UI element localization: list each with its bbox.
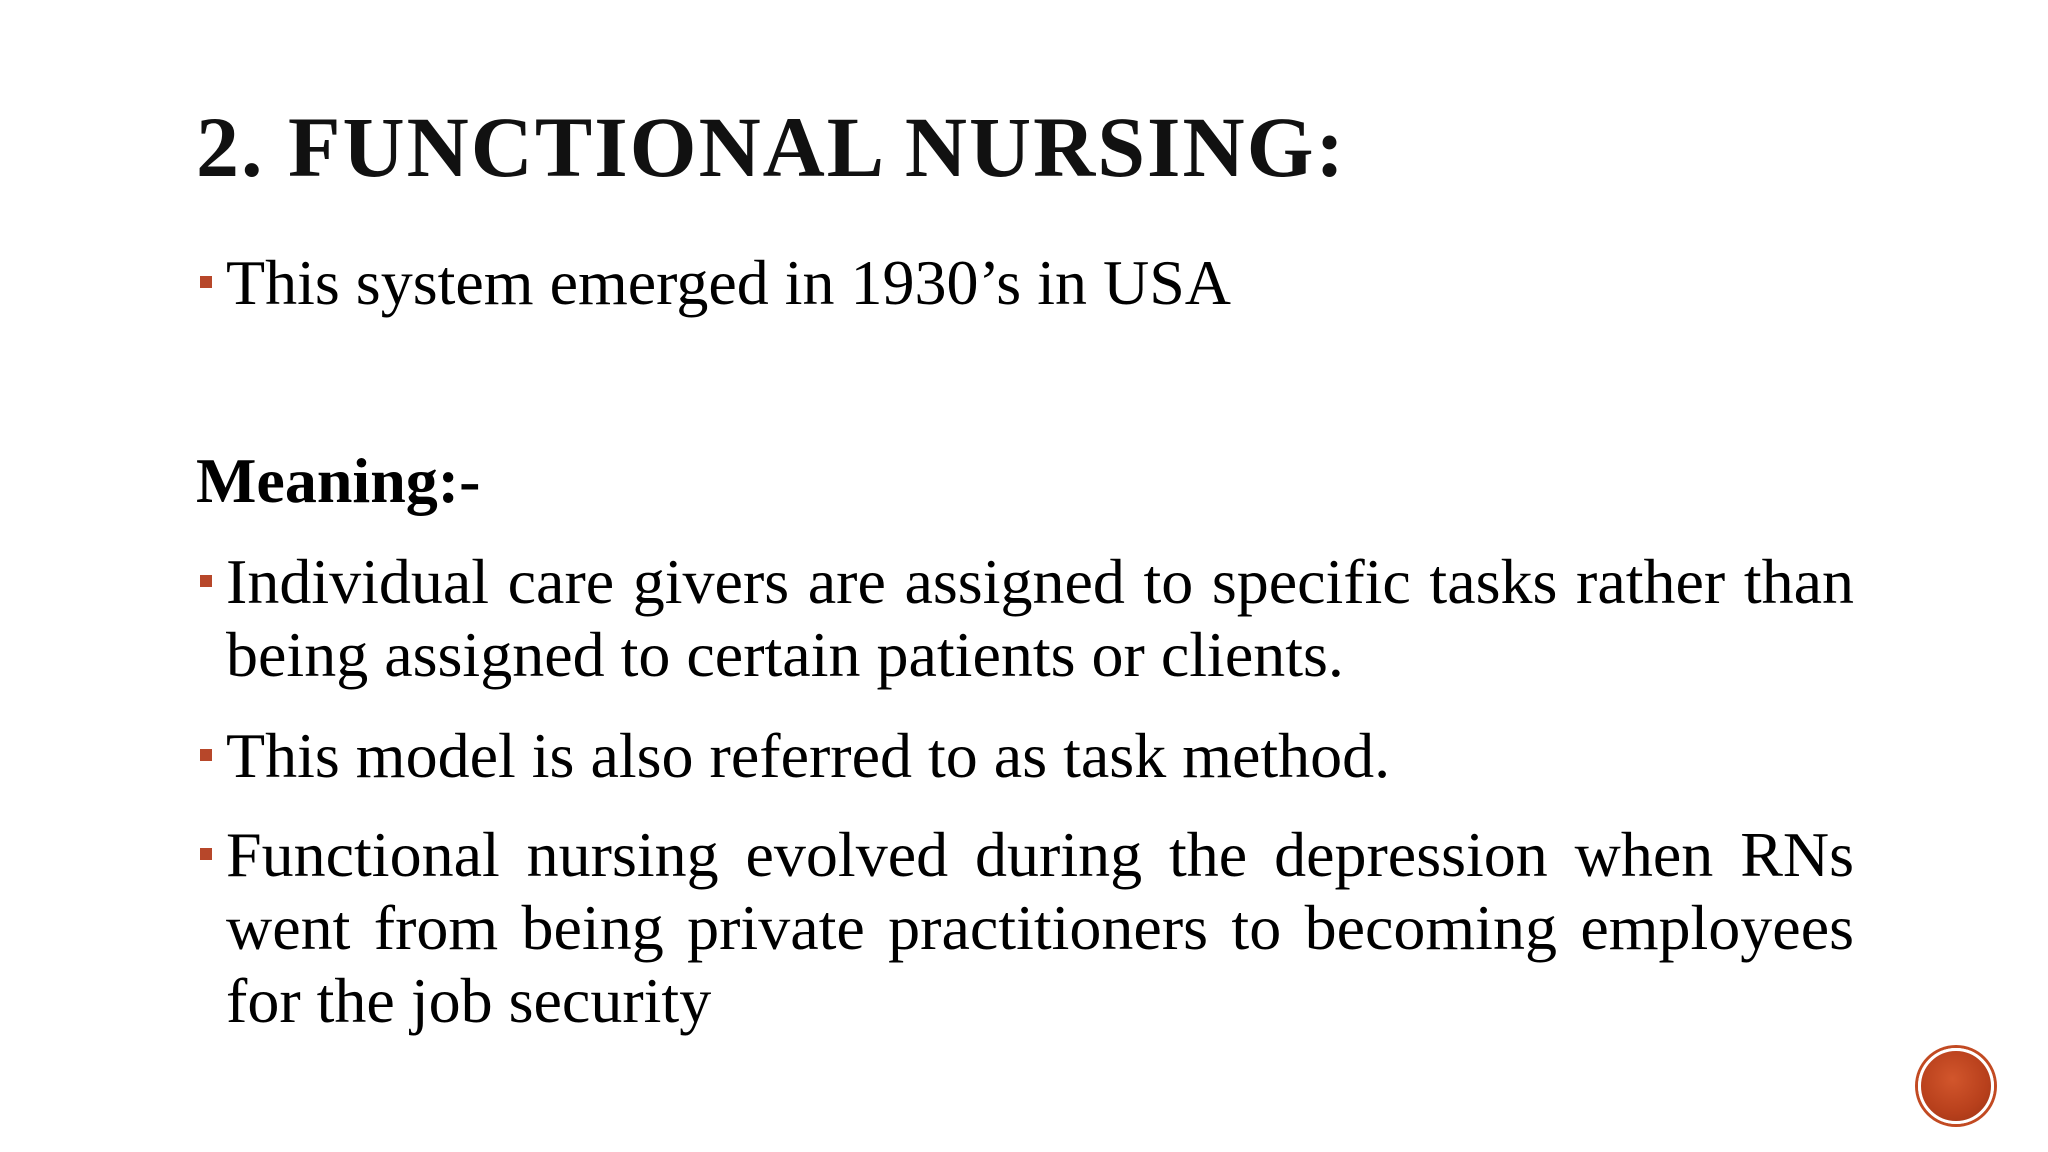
bullet-item-origin [196,246,1854,319]
bullet-marker-icon [200,276,212,288]
circle-button-icon[interactable] [1918,1048,1994,1124]
bullet-marker-icon [200,848,212,860]
bullet-item-history [196,818,1854,1037]
bullet-text: This model is also referred to as task method. [226,720,1391,791]
bullet-marker-icon [200,575,212,587]
bullet-marker-icon [200,749,212,761]
bullet-text: Functional nursing evolved during the depression when RNs went from being private practitioners to becoming employees for the job security [226,819,1854,1036]
bullet-text: Individual care givers are assigned to specific tasks rather than being assigned to certain patients or clients. [226,546,1854,690]
bullet-text: This system emerged in 1930’s in USA [226,247,1231,318]
bullet-item-task-method [196,719,1854,792]
bullet-item-definition [196,545,1854,691]
meaning-heading: Meaning:- [196,445,481,516]
slide-title: 2. FUNCTIONAL NURSING: [196,99,1347,195]
